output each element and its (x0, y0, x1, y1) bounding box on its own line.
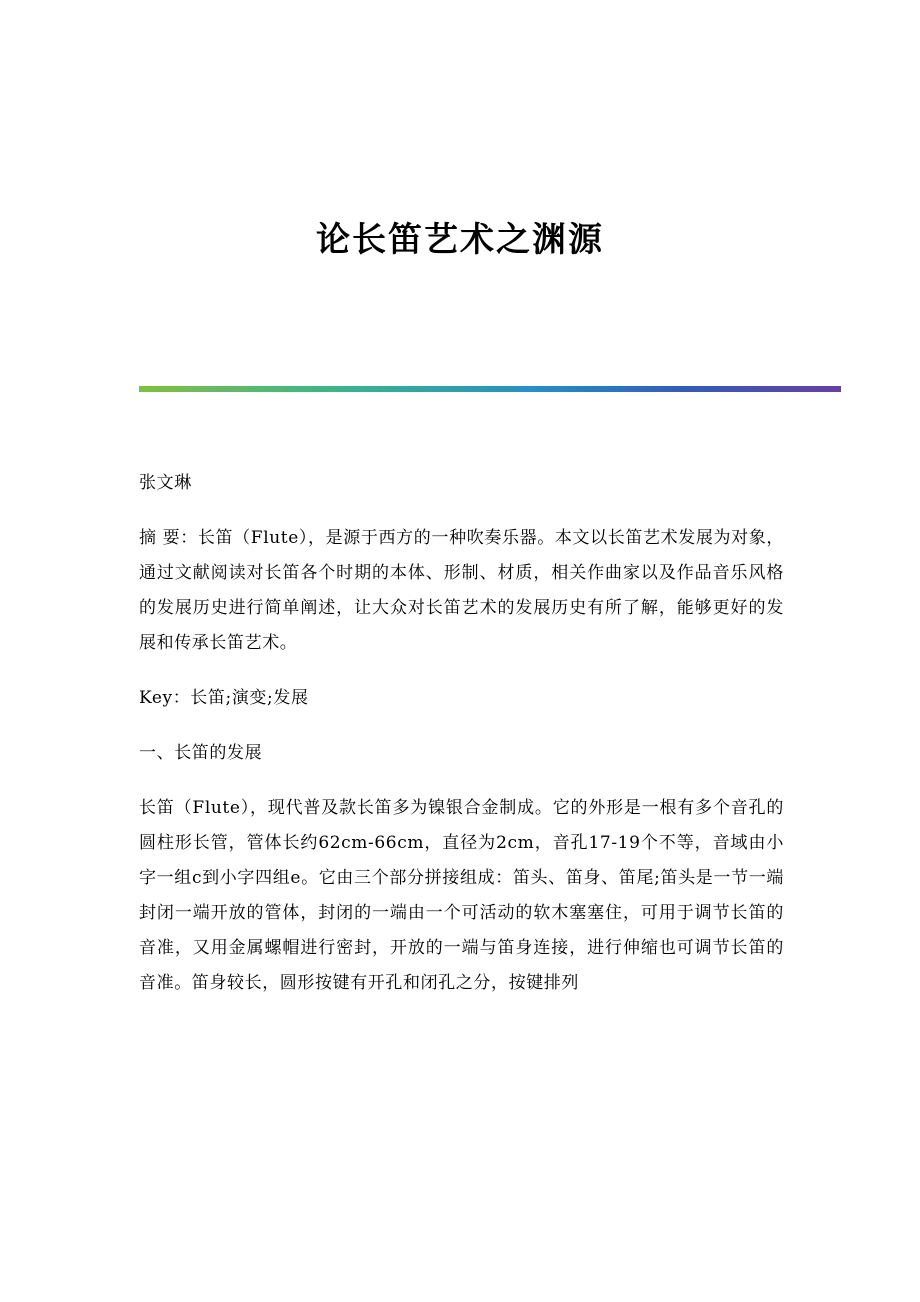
body-paragraph: 长笛（Flute），现代普及款长笛多为镍银合金制成。它的外形是一根有多个音孔的圆柱形长管，管体长约62cm-66cm，直径为2cm，音孔17-19个不等，音域由小字一组c到小字四组e。它由三个部分拼接组成：笛头、笛身、笛尾;笛头是一节一端封闭一端开放的管体，封闭的一端由一个可活动的软木塞塞住，可用于调节长笛的音准，又用金属螺帽进行密封，开放的一端与笛身连接，进行伸缩也可调节长笛的音准。笛身较长，圆形按键有开孔和闭孔之分，按键排列 (139, 798, 784, 993)
author-name: 张文琳 (139, 473, 192, 493)
document-body (139, 466, 784, 1001)
keywords-line: Key：长笛;演变;发展 (139, 688, 309, 708)
title-divider (139, 386, 841, 392)
abstract-paragraph: 摘 要：长笛（Flute），是源于西方的一种吹奏乐器。本文以长笛艺术发展为对象，通过文献阅读对长笛各个时期的本体、形制、材质，相关作曲家以及作品音乐风格的发展历史进行简单阐述，让大众对长笛艺术的发展历史有所了解，能够更好的发展和传承长笛艺术。 (139, 528, 784, 653)
section-heading: 一、长笛的发展 (139, 743, 263, 763)
document-title: 论长笛艺术之渊源 (316, 220, 604, 260)
